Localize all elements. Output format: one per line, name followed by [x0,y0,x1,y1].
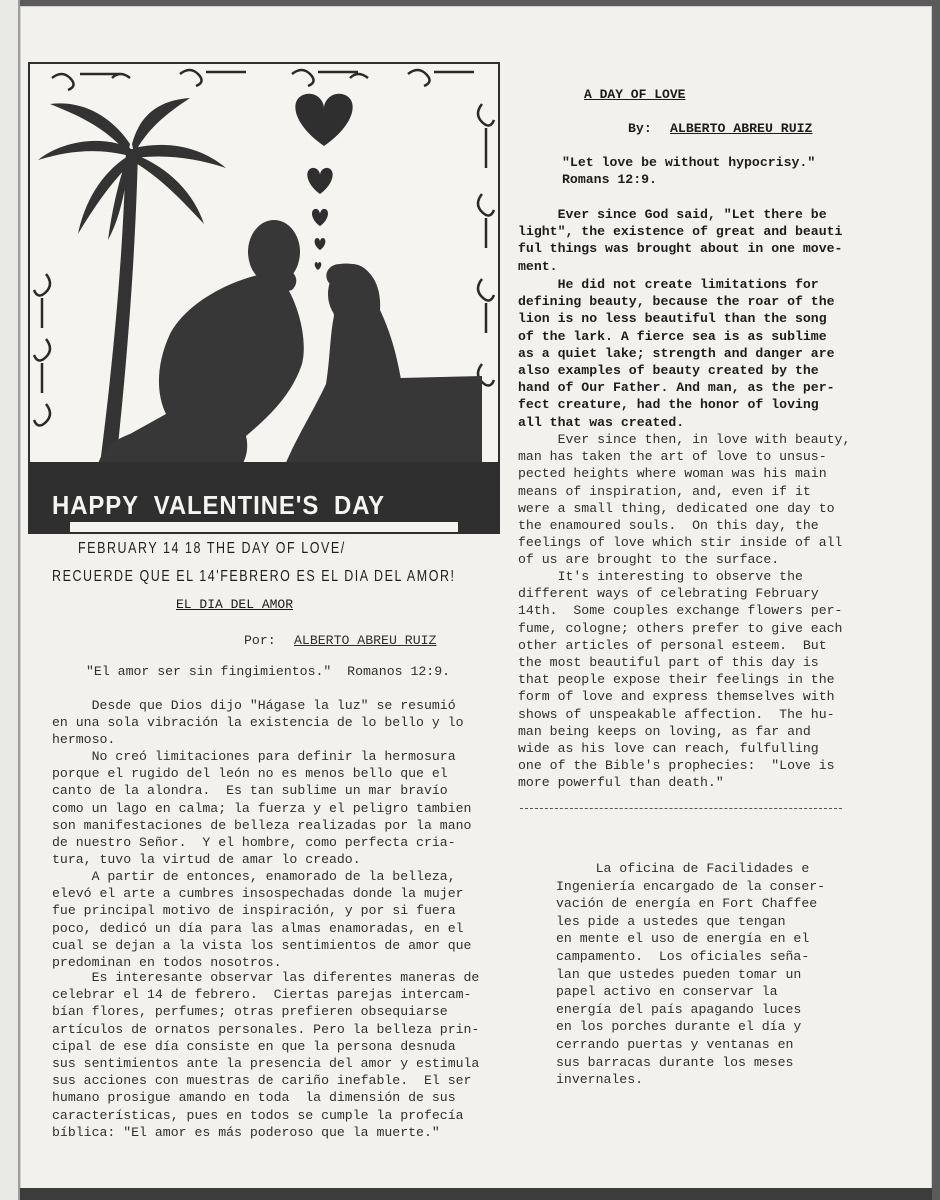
spanish-byline-prefix: Por: [244,633,276,648]
section-divider [520,808,842,809]
silhouette-couple-palm [30,64,498,532]
heart-icons [295,94,352,270]
english-paragraph-1: Ever since God said, "Let there be light", the existence of great and beauti ful things was brought about in one move- ment. [518,207,843,274]
couple-silhouette [97,220,482,478]
english-author: ALBERTO ABREU RUIZ [670,121,813,136]
scanner-bottom-edge [20,1188,932,1200]
spanish-paragraph-2: No creó limitaciones para definir la hermosura porque el rugido del león no es menos bello que el canto de la alondra. Es tan sublime un mar bravío como un lago en calma; la fuerza y el peligro tambien son manifestaciones de belleza realizadas por la mano de nuestro Señor. Y el hombre, como perfecta cria- tura, tuvo la virtud de amar lo creado. [52,749,472,868]
english-paragraph-2: He did not create limitations for defining beauty, because the roar of the lion is no less beautiful than the song of the lark. A fierce sea is as sublime as a quiet lake; strength and danger are also examples of beauty created by the hand of Our Father. And man, as the per- fect creature, had the honor of loving all that was created. [518,277,835,430]
english-byline-prefix: By: [628,121,652,136]
valentine-banner [52,480,448,530]
banner-day: DAY [333,489,386,520]
spanish-author: ALBERTO ABREU RUIZ [294,633,437,648]
english-paragraph-4: It's interesting to observe the different ways of celebrating February 14th. Some couples exchange flowers per- fume, cologne; others prefer to give each other articles of personal esteem. But the most beautiful part of this day is that people expose their feelings in the form of love and express themselves with shows of unspeakable affection. The hu- man being keeps on loving, as far and wide as his love can reach, fulfulling one of the Bible's prophecies: "Love is more powerful than death." [518,569,843,791]
caption-spanish: RECUERDE QUE EL 14'FEBRERO ES EL DIA DEL AMOR! [52,568,456,585]
english-title: A DAY OF LOVE [584,87,686,102]
english-paragraph-3: Ever since then, in love with beauty, man has taken the art of love to unsus- pected heights where woman was his main means of inspiration, and, even if it were a small thing, dedicated one day to the enamoured souls. On this day, the feelings of love which stir inside of all of us are brought to the surface. [518,432,851,568]
spanish-title: EL DIA DEL AMOR [176,597,294,612]
spanish-paragraph-4: Es interesante observar las diferentes maneras de celebrar el 14 de febrero. Ciertas parejas intercam- bían flores, perfumes; otras prefieren obsequiarse artículos de ornatos personales. Pero la belleza prin- cipal de ese día consiste en que la persona desnuda sus sentimientos ante la presencia del amor y estimula sus acciones con muestras de cariño inefable. El ser humano prosigue amando en toda la dimensión de sus características, pues en todos se cumple la profecía bíblica: "El amor es más poderoso que la muerte." [52,970,480,1140]
spanish-paragraph-3: A partir de entonces, enamorado de la belleza, elevó el arte a cumbres insospechadas donde la mujer fue principal motivo de inspiración, y por si fuera poco, dedicó un día para las almas enamoradas, en el cual se dejan a la vista los sentimientos de amor que predominan en todos nosotros. [52,869,472,971]
english-epigraph: "Let love be without hypocrisy." Romans 12:9. [562,155,816,188]
spanish-paragraph-1: Desde que Dios dijo "Hágase la luz" se resumió en una sola vibración la existencia de lo bello y lo hermoso. [52,698,464,748]
energy-notice: La oficina de Facilidades e Ingeniería encargado de la conser- vación de energía en Fort Chaffee les pide a ustedes que tengan en mente el uso de energía en el campamento. Los oficiales seña- lan que ustedes pueden tomar un papel activo en conservar la energía del país apagando luces en los porches durante el día y cerrando puertas y ventanas en sus barracas durante los meses invernales. [556,861,826,1088]
spanish-epigraph: "El amor ser sin fingimientos." Romanos 12:9. [86,664,451,679]
scanner-left-edge [0,0,20,1200]
valentine-illustration [28,62,500,534]
caption-english: FEBRUARY 14 18 THE DAY OF LOVE/ [78,540,346,557]
banner-valentines: VALENTINE'S [153,489,320,520]
banner-happy: HAPPY [52,489,140,520]
